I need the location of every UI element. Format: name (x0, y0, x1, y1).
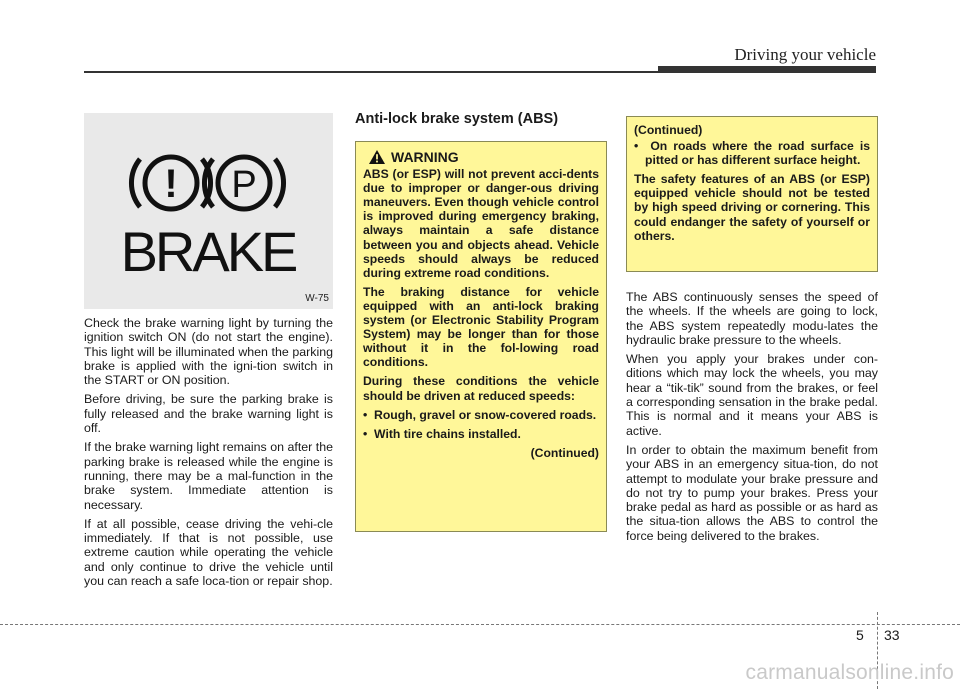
right-column-text (626, 290, 878, 548)
page-number: 33 (884, 627, 900, 643)
warning-bullet: • Rough, gravel or snow-covered roads. (363, 407, 597, 422)
paragraph: When you apply your brakes under con-ditions which may lock the wheels, you may hear a “tik-tik” sound from the brakes, or feel a corresponding sensation in the brake pedal. This is normal and it means your ABS is active. (626, 352, 878, 438)
brake-warning-figure (84, 113, 333, 309)
running-header: Driving your vehicle (734, 45, 876, 64)
warning-paragraph: During these conditions the vehicle should be driven at reduced speeds: (363, 374, 599, 403)
paragraph: Before driving, be sure the parking brake is fully released and the brake warning light is off. (84, 392, 333, 436)
left-column-text (84, 316, 333, 593)
paragraph: The ABS continuously senses the speed of the wheels. If the wheels are going to lock, the ABS system repeatedly modu-lates the hydraulic brake pressure to the wheels. (626, 290, 878, 347)
warning-paragraph: The braking distance for vehicle equipped with an anti-lock braking system (or Electronic Stability Program System) may be longer than for those without it in the fol-lowing road conditions. (363, 284, 599, 370)
warning-bullet: • With tire chains installed. (363, 426, 521, 441)
header-rule-accent (658, 66, 876, 73)
chapter-number: 5 (856, 627, 864, 643)
exclamation-symbol: ! (164, 162, 178, 206)
figure-code: W-75 (305, 293, 329, 304)
warning-bullet: • On roads where the road surface is pitted or has different surface height. (634, 139, 870, 168)
parking-symbol: P (231, 164, 257, 206)
footer-rule (0, 624, 960, 625)
section-title: Anti-lock brake system (ABS) (355, 111, 559, 127)
warning-title: WARNING (391, 149, 459, 165)
paragraph: Check the brake warning light by turning the ignition switch ON (do not start the engine). This light will be illuminated when the parking brake is applied with the igni-tion switch in the START or ON position. (84, 316, 333, 388)
watermark: carmanualsonline.info (745, 661, 954, 684)
paragraph: In order to obtain the maximum benefit from your ABS in an emergency situa-tion, do not attempt to modulate your brake pressure and do not try to pump your brakes. Press your brake pedal as hard as possible or as hard as the situa-tion allows the ABS to control the force being delivered to the brakes. (626, 442, 878, 543)
brake-warning-light-icon (84, 113, 333, 309)
warning-paragraph: ABS (or ESP) will not prevent acci-dents due to improper or danger-ous driving maneuvers. Even though vehicle control is improved during emergency braking, always maintain a safe distance between you and objects ahead. Vehicle speeds should always be reduced during extreme road conditions. (363, 167, 599, 280)
paragraph: If at all possible, cease driving the vehi-cle immediately. If that is not possible, use extreme caution while operating the vehicle and only continue to drive the vehicle until you can reach a safe loca-tion or repair shop. (84, 516, 333, 589)
warning-box (355, 141, 607, 532)
continued-label: (Continued) (530, 445, 599, 460)
brake-lettering: BRAKE (120, 220, 296, 283)
continued-label: (Continued) (634, 123, 703, 137)
warning-heading (369, 150, 599, 164)
paragraph: If the brake warning light remains on after the parking brake is released while the engine is running, there may be a mal-function in the brake system. Immediate attention is necessary. (84, 440, 333, 512)
warning-triangle-icon (369, 150, 385, 164)
warning-continued-box (626, 116, 878, 272)
warning-paragraph: The safety features of an ABS (or ESP) equipped vehicle should not be tested by high speed driving or cornering. This could endanger the safety of yourself or others. (634, 172, 870, 243)
